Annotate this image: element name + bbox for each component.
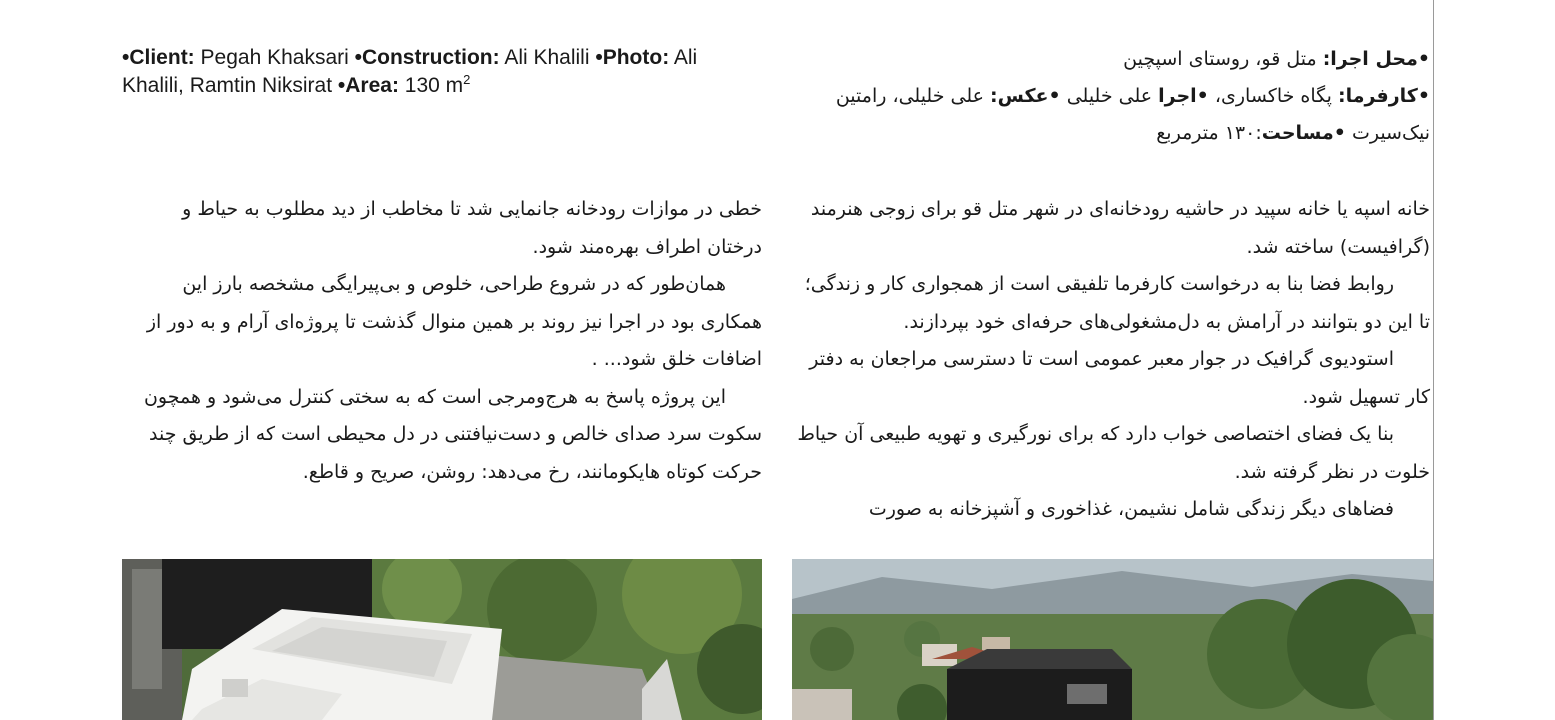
- aerial-house-photo: [122, 559, 762, 720]
- paragraph: روابط فضا بنا به درخواست کارفرما تلفیقی است از همجواری کار و زندگی؛ تا این دو بتوانند در آرامش به دل‌مشغولی‌های حرفه‌ای خود بپردازند.: [804, 273, 1430, 333]
- photo-label: •Photo:: [595, 46, 670, 69]
- construction-label-fa: •اجرا: [1158, 85, 1209, 107]
- aerial-house-illustration: [122, 559, 762, 720]
- construction-name: Ali Khalili: [499, 46, 596, 69]
- area-value-fa: :۱۳۰ مترمربع: [1156, 122, 1262, 144]
- credits-english: [122, 44, 762, 100]
- landscape-house-illustration: [792, 559, 1433, 720]
- paragraph: بنا یک فضای اختصاصی خواب دارد که برای نورگیری و تهویه طبیعی آن حیاط خلوت در نظر گرفته شد.: [797, 423, 1430, 483]
- client-name-fa: پگاه خاکساری،: [1208, 85, 1338, 107]
- photo-label-fa: •عکس:: [990, 85, 1061, 107]
- area-value: 130 m: [398, 74, 464, 97]
- area-label-fa: •مساحت: [1261, 122, 1346, 144]
- credits-persian: [800, 41, 1430, 152]
- credits-line-fa: [800, 78, 1430, 152]
- article-text-right-column: [790, 191, 1430, 529]
- paragraph: خانه اسپه یا خانه سپید در حاشیه رودخانه‌ای در شهر متل قو برای زوجی هنرمند (گرافیست) ساخته شد.: [810, 198, 1430, 258]
- location-line: [800, 41, 1430, 78]
- paragraph: فضاهای دیگر زندگی شامل نشیمن، غذاخوری و آشپزخانه به صورت: [868, 498, 1394, 520]
- area-superscript: 2: [463, 72, 471, 87]
- construction-name-fa: علی خلیلی: [1060, 85, 1159, 107]
- article-text-left-column: [122, 191, 762, 491]
- paragraph: خطی در موازات رودخانه جانمایی شد تا مخاطب از دید مطلوب به حیاط و درختان اطراف بهره‌مند شود.: [182, 198, 762, 258]
- location-value-fa: متل قو، روستای اسپچین: [1123, 48, 1323, 70]
- construction-label: •Construction:: [354, 46, 500, 69]
- landscape-house-photo: [792, 559, 1433, 720]
- photo-credit: Ali Khalili, Ramtin Niksirat: [122, 46, 698, 97]
- photo-credit-fa: علی خلیلی، رامتین نیک‌سیرت: [835, 85, 1430, 144]
- client-name: Pegah Khaksari: [194, 46, 355, 69]
- client-label-fa: •کارفرما:: [1337, 85, 1430, 107]
- paragraph: این پروژه پاسخ به هرج‌ومرجی است که به سختی کنترل می‌شود و همچون سکوت سرد صدای خالص و دست‌نیافتنی در دل محیطی است که از طریق چند حرکت کوتاه هایکومانند، رخ می‌دهد: روشن، صریح و قاطع.: [143, 385, 762, 483]
- paragraph: استودیوی گرافیک در جوار معبر عمومی است تا دسترسی مراجعان به دفتر کار تسهیل شود.: [809, 348, 1430, 408]
- paragraph: همان‌طور که در شروع طراحی، خلوص و بی‌پیرایگی مشخصه بارز این همکاری بود در اجرا نیز روند بر همین منوال گذشت تا پروژه‌ای آرام و به دور از اضافات خلق شود... .: [146, 273, 762, 370]
- column-divider: [1433, 0, 1434, 720]
- client-label: •Client:: [122, 46, 195, 69]
- area-label: •Area:: [337, 74, 399, 97]
- location-label-fa: •محل اجرا:: [1322, 48, 1430, 70]
